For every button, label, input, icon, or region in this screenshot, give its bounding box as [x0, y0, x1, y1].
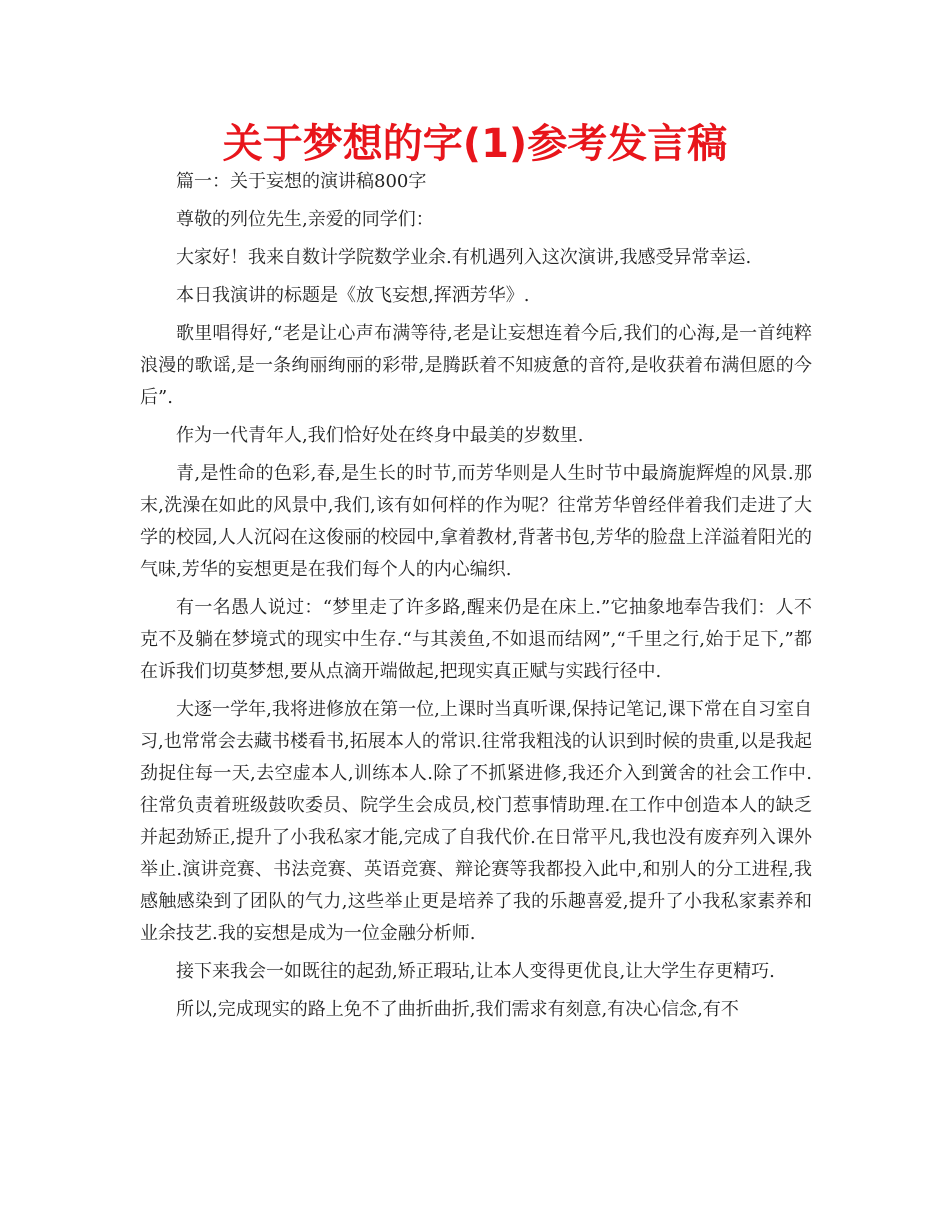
paragraph: 作为一代青年人,我们恰好处在终身中最美的岁数里. [176, 425, 584, 446]
paragraph: 歌里唱得好,“老是让心声布满等待,老是让妄想连着今后,我们的心海,是一首纯粹浪漫的歌谣,是一条绚丽绚丽的彩带,是腾跃着不知疲惫的音符,是收获着布满但愿的今后”. [140, 323, 812, 408]
paragraph: 有一名愚人说过：“梦里走了许多路,醒来仍是在床上.”它抽象地奉告我们：人不克不及躺在梦境式的现实中生存.“与其羡鱼,不如退而结网”,“千里之行,始于足下,”都在诉我们切莫梦想,要从点滴开端做起,把现实真正赋与实践行径中. [140, 597, 812, 682]
paragraph: 青,是性命的色彩,春,是生长的时节,而芳华则是人生时节中最旖旎辉煌的风景.那末,洗澡在如此的风景中,我们,该有如何样的作为呢？往常芳华曾经伴着我们走进了大学的校园,人人沉闷在这俊丽的校园中,拿着教材,背著书包,芳华的脸盘上洋溢着阳光的气味,芳华的妄想更是在我们每个人的内心编织. [140, 463, 812, 580]
paragraph: 大家好！我来自数计学院数学业余.有机遇列入这次演讲,我感受异常幸运. [176, 247, 752, 268]
document-body [140, 162, 812, 1032]
paragraph: 接下来我会一如既往的起劲,矫正瑕玷,让本人变得更优良,让大学生存更精巧. [176, 961, 775, 982]
paragraph: 本日我演讲的标题是《放飞妄想,挥洒芳华》. [176, 285, 530, 306]
paragraph: 所以,完成现实的路上免不了曲折曲折,我们需求有刻意,有决心信念,有不 [176, 999, 739, 1020]
document-title: 关于梦想的字(1)参考发言稿 [222, 121, 728, 167]
paragraph: 大逐一学年,我将进修放在第一位,上课时当真听课,保持记笔记,课下常在自习室自习,也常常会去藏书楼看书,拓展本人的常识.往常我粗浅的认识到时候的贵重,以是我起劲捉住每一天,去空虚本人,训练本人.除了不抓紧进修,我还介入到黉舍的社会工作中.往常负责着班级鼓吹委员、院学生会成员,校门惹事情助理.在工作中创造本人的缺乏并起劲矫正,提升了小我私家才能,完成了自我代价.在日常平凡,我也没有废弃列入课外举止.演讲竞赛、书法竞赛、英语竞赛、辩论赛等我都投入此中,和别人的分工进程,我感触感染到了团队的气力,这些举止更是培养了我的乐趣喜爱,提升了小我私家素养和业余技艺.我的妄想是成为一位金融分析师. [140, 699, 812, 944]
paragraph: 篇一：关于妄想的演讲稿800字 [176, 171, 427, 192]
paragraph: 尊敬的列位先生,亲爱的同学们： [176, 209, 434, 230]
